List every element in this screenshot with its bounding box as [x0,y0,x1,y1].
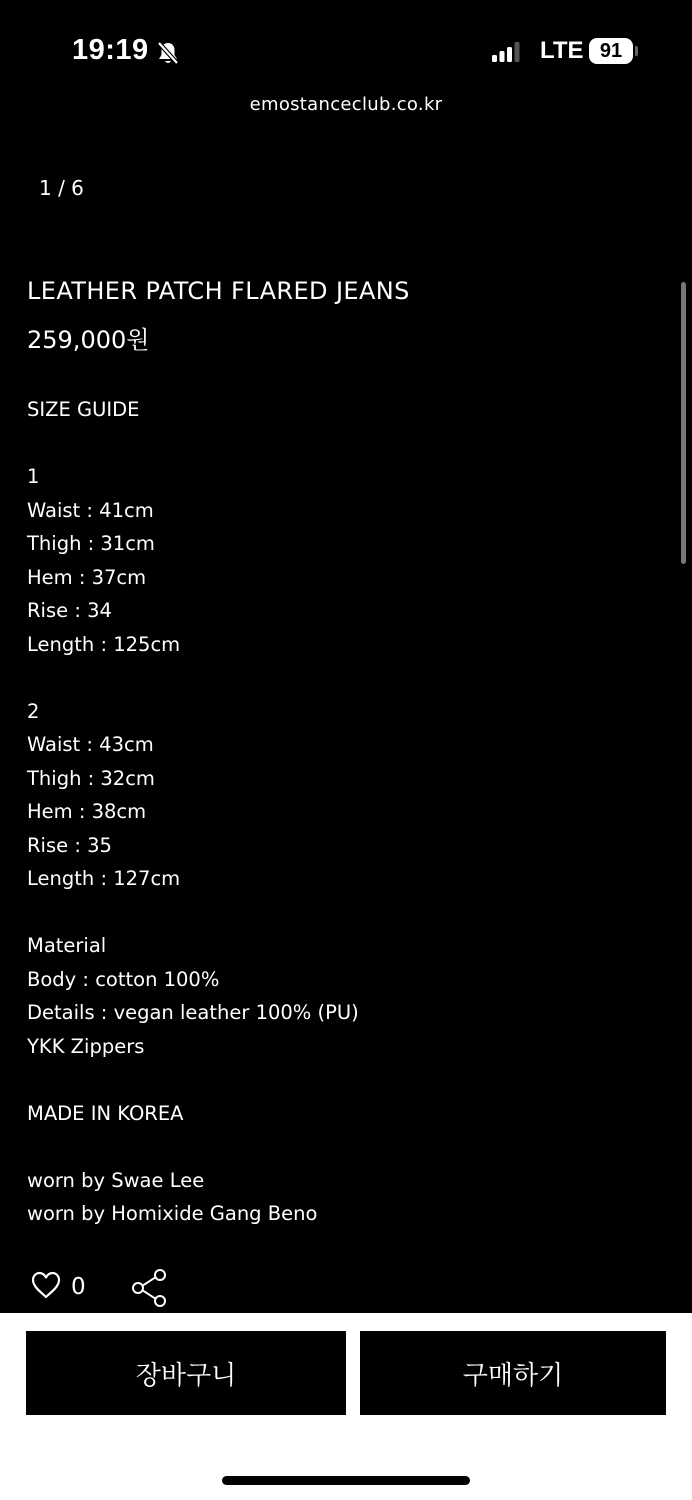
share-icon[interactable] [130,1268,170,1308]
detail-line: Thigh : 32cm [27,766,155,790]
detail-spacer [27,427,667,461]
url-bar[interactable]: emostanceclub.co.kr [249,94,443,115]
detail-line: Length : 127cm [27,867,181,890]
detail-line: Rise : 35 [27,833,112,857]
detail-line: Details : vegan leather 100% (PU) [27,1001,359,1024]
detail-spacer [27,896,667,930]
battery-indicator: 91 [589,38,633,64]
detail-line: Body : cotton 100% [27,967,220,991]
heart-icon[interactable] [30,1270,62,1300]
detail-spacer [27,661,667,695]
detail-spacer [27,1063,667,1097]
detail-line: Rise : 34 [27,599,112,622]
detail-line: Waist : 43cm [27,733,154,756]
detail-line: 2 [27,699,40,723]
detail-spacer [27,1130,667,1164]
detail-line: MADE IN KOREA [27,1101,184,1125]
signal-icon [492,41,520,63]
detail-line: 1 [27,465,40,488]
detail-line: Hem : 37cm [27,565,147,589]
image-counter: 1 / 6 [39,176,84,200]
product-price: 259,000원 [27,326,150,354]
bell-slash-icon [155,40,181,66]
detail-line: SIZE GUIDE [27,398,140,421]
detail-line: Material [27,934,107,957]
bottom-action-bar [0,1313,692,1500]
network-label: LTE [540,37,584,64]
like-count: 0 [71,1274,86,1300]
detail-line: worn by Homixide Gang Beno [27,1202,318,1225]
detail-line: Hem : 38cm [27,800,147,823]
scrollbar[interactable] [681,282,686,564]
product-details [27,393,667,1231]
status-time: 19:19 [72,34,149,66]
detail-line: YKK Zippers [27,1034,145,1058]
add-to-cart-button[interactable]: 장바구니 [26,1331,346,1415]
detail-line: Thigh : 31cm [27,532,155,555]
battery-cap [635,46,638,56]
detail-line: worn by Swae Lee [27,1168,205,1192]
home-indicator[interactable] [222,1476,470,1485]
product-title: LEATHER PATCH FLARED JEANS [27,277,410,305]
detail-line: Waist : 41cm [27,498,154,522]
buy-now-button[interactable]: 구매하기 [360,1331,666,1415]
detail-line: Length : 125cm [27,632,181,656]
